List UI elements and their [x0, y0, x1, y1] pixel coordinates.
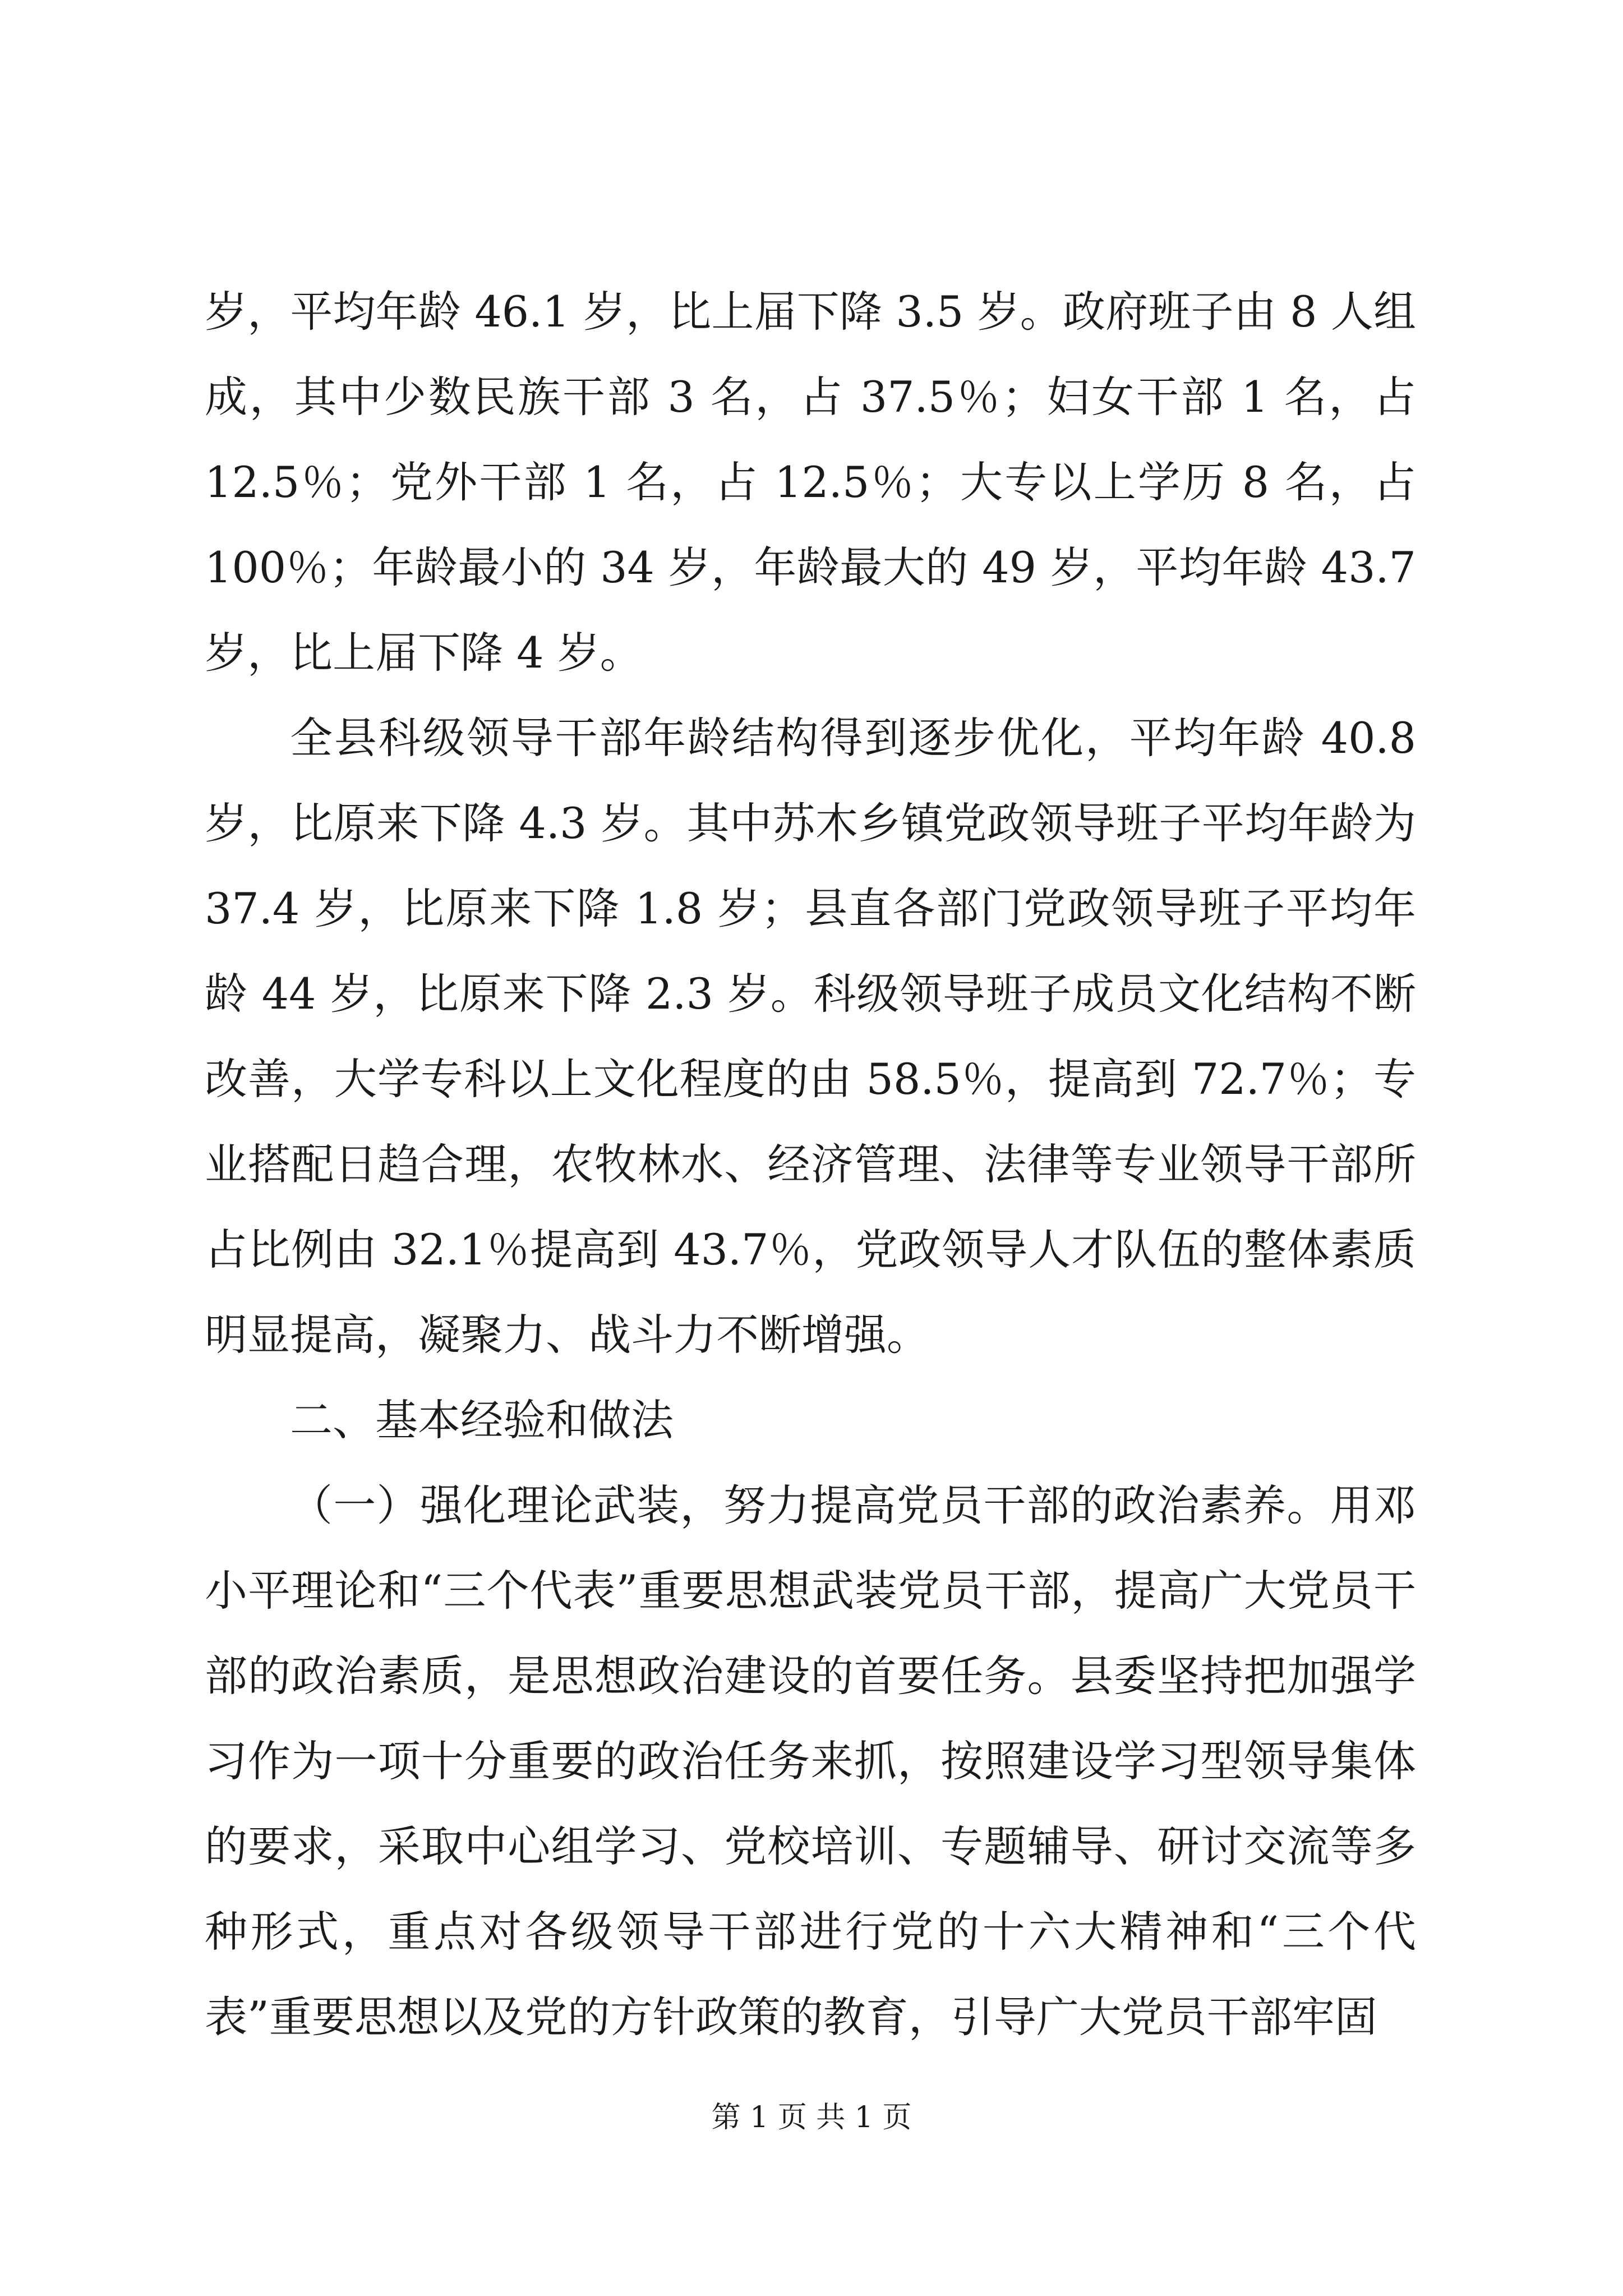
- paragraph-1: 岁，平均年龄 46.1 岁，比上届下降 3.5 岁。政府班子由 8 人组成，其中少数民族干部 3 名，占 37.5％；妇女干部 1 名，占 12.5％；党外干部 1 名，占 12.5％；大专以上学历 8 名，占 100％；年龄最小的 34 岁，年龄最大的 49 岁，平均年龄 43.7 岁，比上届下降 4 岁。: [205, 287, 1416, 678]
- page-footer: 第 1 页 共 1 页: [711, 2101, 912, 2134]
- section-heading: 二、基本经验和做法: [290, 1395, 674, 1445]
- paragraph-2: 全县科级领导干部年龄结构得到逐步优化，平均年龄 40.8 岁，比原来下降 4.3 岁。其中苏木乡镇党政领导班子平均年龄为 37.4 岁，比原来下降 1.8 岁；县直各部门党政领导班子平均年龄 44 岁，比原来下降 2.3 岁。科级领导班子成员文化结构不断改善，大学专科以上文化程度的由 58.5％，提高到 72.7％；专业搭配日趋合理，农牧林水、经济管理、法律等专业领导干部所占比例由 32.1％提高到 43.7％，党政领导人才队伍的整体素质明显提高，凝聚力、战斗力不断增强。: [205, 713, 1416, 1360]
- paragraph-3: （一）强化理论武装，努力提高党员干部的政治素养。用邓小平理论和“三个代表”重要思想武装党员干部，提高广大党员干部的政治素质，是思想政治建设的首要任务。县委坚持把加强学习作为一项十分重要的政治任务来抓，按照建设学习型领导集体的要求，采取中心组学习、党校培训、专题辅导、研讨交流等多种形式，重点对各级领导干部进行党的十六大精神和“三个代表”重要思想以及党的方针政策的教育，引导广大党员干部牢固: [205, 1480, 1416, 2042]
- document-body: [205, 269, 1416, 2060]
